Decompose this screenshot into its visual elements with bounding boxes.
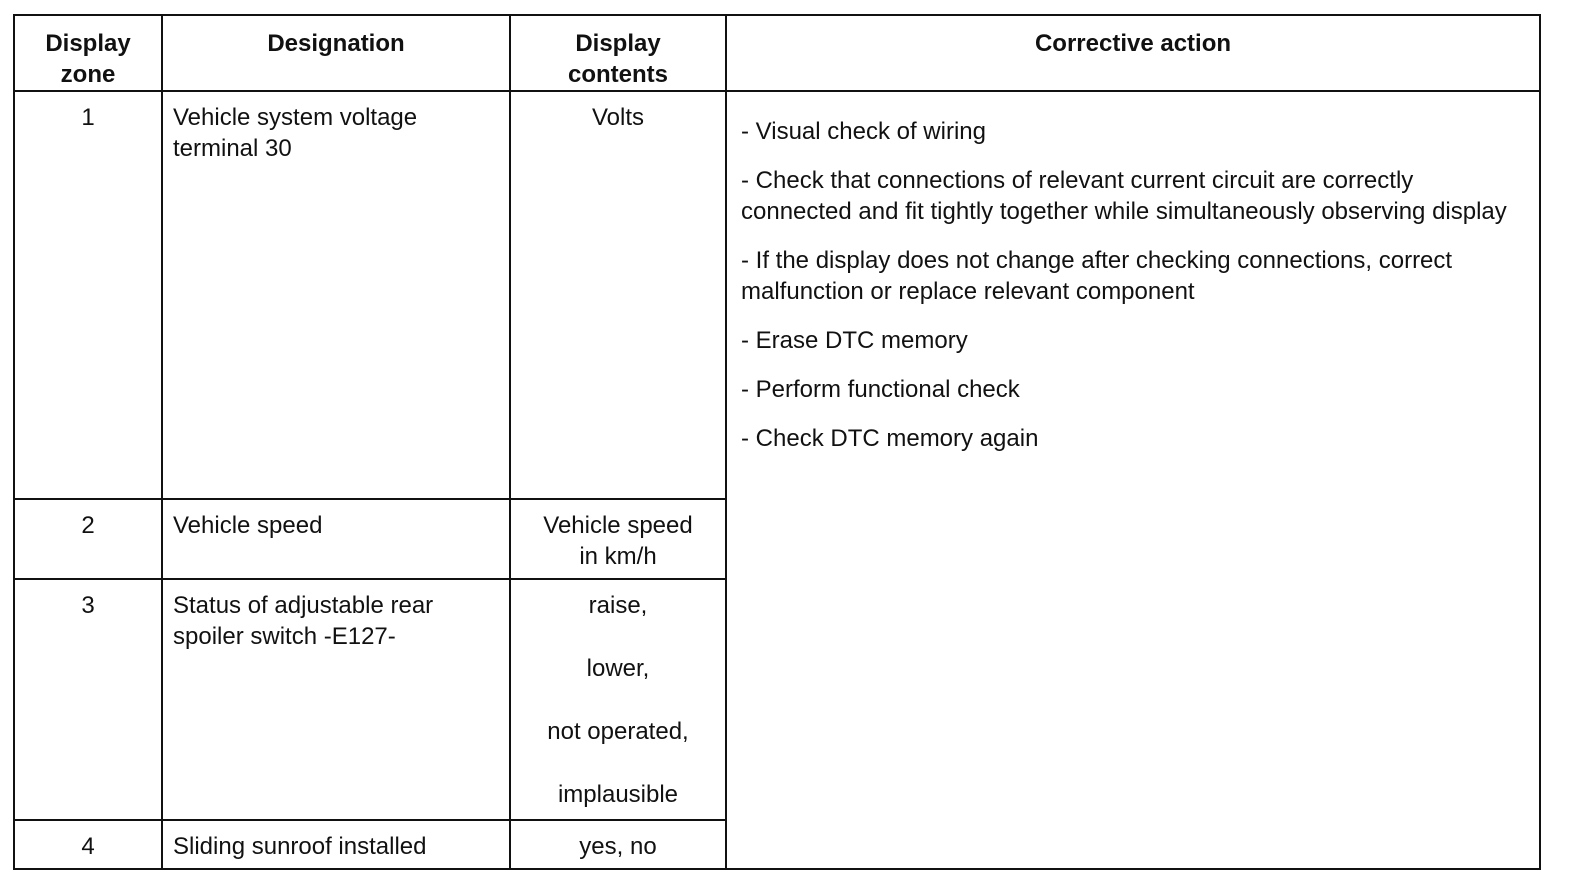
header-designation: Designation [162, 15, 510, 91]
header-display-zone-line-2: zone [60, 61, 116, 88]
corrective-action-cell [726, 91, 1540, 869]
contents-cell [510, 91, 726, 499]
designation-cell [162, 820, 510, 869]
designation-line: Sliding sunroof installed [173, 832, 427, 860]
action-item: - Perform functional check [741, 376, 1020, 403]
action-item: - If the display does not change after checking connections, correct malfunction or replace relevant component [741, 247, 1453, 305]
designation-line: Vehicle speed [173, 511, 323, 539]
action-item: - Erase DTC memory [741, 327, 968, 354]
designation-cell [162, 91, 510, 499]
designation-cell [162, 499, 510, 579]
zone-cell: 3 [14, 579, 162, 820]
contents-option: raise, [588, 591, 648, 619]
designation-line: terminal 30 [173, 135, 292, 162]
designation-line: Vehicle system voltage [173, 104, 418, 131]
contents-cell [510, 499, 726, 579]
header-display-contents [510, 15, 726, 91]
contents-line: Volts [591, 104, 645, 131]
header-display-zone-line-1: Display [45, 30, 131, 57]
action-item: - Check DTC memory again [741, 425, 1039, 452]
header-display-zone [14, 15, 162, 91]
action-item: - Check that connections of relevant current circuit are correctly connected and fit tightly together while simultaneously observing display [741, 167, 1507, 225]
action-item: - Visual check of wiring [741, 118, 986, 145]
contents-line: in km/h [579, 542, 657, 570]
zone-cell: 2 [14, 499, 162, 579]
contents-option: implausible [557, 780, 679, 808]
contents-line: Vehicle speed [543, 511, 693, 539]
contents-option: not operated, [547, 717, 689, 745]
contents-cell [510, 579, 726, 820]
header-display-contents-line-2: contents [567, 61, 668, 88]
contents-option: lower, [586, 654, 650, 682]
contents-line: yes, no [579, 832, 657, 860]
diagnostic-table [13, 14, 1541, 870]
header-corrective-action: Corrective action [726, 15, 1540, 91]
designation-cell [162, 579, 510, 820]
contents-cell [510, 820, 726, 869]
designation-line: spoiler switch -E127- [173, 622, 396, 650]
table-row [14, 91, 1540, 499]
designation-line: Status of adjustable rear [173, 591, 434, 619]
header-row [14, 15, 1540, 91]
zone-cell: 4 [14, 820, 162, 869]
zone-cell: 1 [14, 91, 162, 499]
header-display-contents-line-1: Display [575, 30, 661, 57]
